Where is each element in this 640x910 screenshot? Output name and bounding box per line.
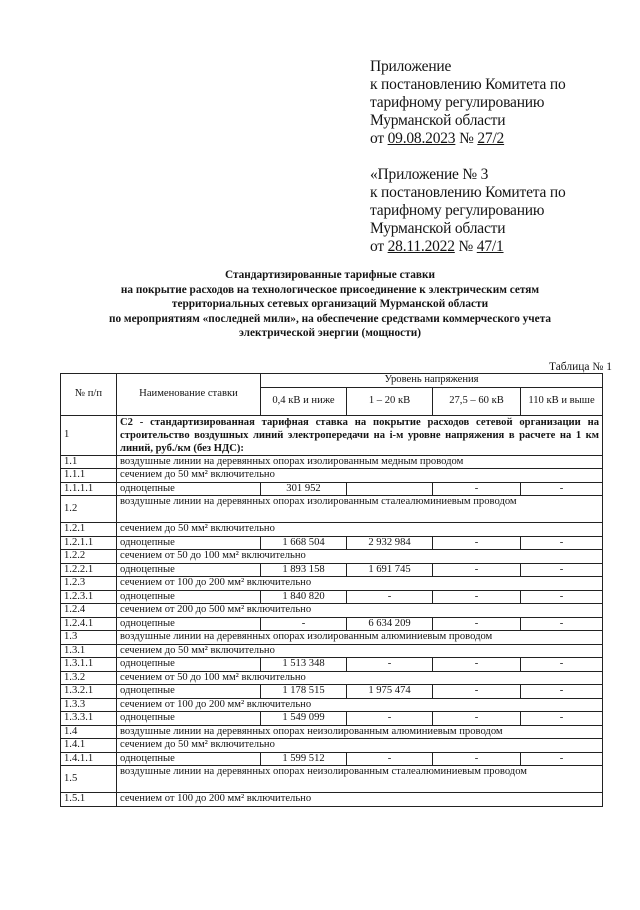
- row-text: воздушные линии на деревянных опорах изолированным медным проводом: [117, 455, 603, 469]
- appendix-line: к постановлению Комитета по: [370, 76, 566, 93]
- cell-v3: -: [433, 712, 521, 726]
- row-text: сечением от 100 до 200 мм² включительно: [117, 577, 603, 591]
- row-num: 1.4.1.1: [61, 752, 117, 766]
- cell-v1: 1 178 515: [261, 685, 347, 699]
- title-line: по мероприятиям «последней мили», на обеспечение средствами коммерческого учета: [108, 312, 552, 325]
- header-name: Наименование ставки: [117, 374, 261, 416]
- cell-v4: -: [521, 617, 603, 631]
- cell-v4: -: [521, 590, 603, 604]
- table-row: [61, 550, 603, 564]
- cell-v2: 6 634 209: [347, 617, 433, 631]
- cell-v1: -: [261, 617, 347, 631]
- cell-v1: 301 952: [261, 482, 347, 496]
- number-sign: №: [459, 130, 474, 147]
- table-row: [61, 523, 603, 537]
- table-row: [61, 644, 603, 658]
- header-v3: 27,5 – 60 кВ: [433, 387, 521, 415]
- cell-v1: 1 599 512: [261, 752, 347, 766]
- appendix-line: Приложение: [370, 58, 452, 75]
- cell-v4: -: [521, 658, 603, 672]
- table-row: [61, 455, 603, 469]
- table-row: [61, 617, 603, 631]
- title-line: территориальных сетевых организаций Мурманской области: [171, 298, 489, 310]
- cell-v2: -: [347, 658, 433, 672]
- cell-v4: -: [521, 712, 603, 726]
- table-row: [61, 685, 603, 699]
- row-text: сечением до 50 мм² включительно: [117, 469, 603, 483]
- cell-v4: -: [521, 536, 603, 550]
- row-num: 1: [61, 415, 117, 455]
- table-row: [61, 766, 603, 793]
- row-text: одноцепные: [117, 712, 261, 726]
- row-num: 1.5: [61, 766, 117, 793]
- table-row: [61, 577, 603, 591]
- row-text: сечением до 50 мм² включительно: [117, 739, 603, 753]
- row-num: 1.2.4.1: [61, 617, 117, 631]
- row-num: 1.3.2.1: [61, 685, 117, 699]
- cell-v4: -: [521, 563, 603, 577]
- row-num: 1.3.1: [61, 644, 117, 658]
- table-row: [61, 496, 603, 523]
- row-num: 1.2.3.1: [61, 590, 117, 604]
- appendix-number: 47/1: [476, 238, 504, 255]
- row-text: сечением до 50 мм² включительно: [117, 523, 603, 537]
- row-text: одноцепные: [117, 752, 261, 766]
- table-row: [61, 752, 603, 766]
- header-num: № п/п: [61, 374, 117, 416]
- table-row: [61, 536, 603, 550]
- table-row: [61, 698, 603, 712]
- table-row: [61, 469, 603, 483]
- cell-v4: -: [521, 752, 603, 766]
- cell-v2: 1 691 745: [347, 563, 433, 577]
- table-row: [61, 604, 603, 618]
- appendix-date: 09.08.2023: [387, 130, 456, 147]
- row-text: одноцепные: [117, 563, 261, 577]
- appendix-date: 28.11.2022: [387, 238, 455, 255]
- cell-v2: -: [347, 712, 433, 726]
- cell-v2: -: [347, 590, 433, 604]
- header-v1: 0,4 кВ и ниже: [261, 387, 347, 415]
- row-text: одноцепные: [117, 536, 261, 550]
- row-text: одноцепные: [117, 617, 261, 631]
- row-num: 1.4.1: [61, 739, 117, 753]
- row-num: 1.3.2: [61, 671, 117, 685]
- cell-v2: 1 975 474: [347, 685, 433, 699]
- row-num: 1.2.2: [61, 550, 117, 564]
- cell-v4: -: [521, 482, 603, 496]
- cell-v1: 1 513 348: [261, 658, 347, 672]
- cell-v3: -: [433, 482, 521, 496]
- row-text: сечением от 100 до 200 мм² включительно: [117, 698, 603, 712]
- row-text: С2 - стандартизированная тарифная ставка на покрытие расходов сетевой организации на строительство воздушных линий электропередачи на i-м уровне напряжения в расчете на 1 км линий, руб./км (без НДС):: [117, 415, 603, 455]
- row-num: 1.1: [61, 455, 117, 469]
- row-num: 1.3: [61, 631, 117, 645]
- row-num: 1.3.3: [61, 698, 117, 712]
- appendix-line: «Приложение № 3: [370, 166, 489, 183]
- title-line: Стандартизированные тарифные ставки: [224, 269, 436, 281]
- cell-v3: -: [433, 563, 521, 577]
- row-num: 1.2.4: [61, 604, 117, 618]
- table-row: [61, 631, 603, 645]
- appendix-line: Мурманской области: [370, 112, 506, 129]
- table-row: [61, 482, 603, 496]
- appendix-line: Мурманской области: [370, 220, 506, 237]
- cell-v3: -: [433, 536, 521, 550]
- row-text: сечением от 50 до 100 мм² включительно: [117, 550, 603, 564]
- row-num: 1.4: [61, 725, 117, 739]
- appendix-line: тарифному регулированию: [370, 94, 545, 111]
- table-row: [61, 739, 603, 753]
- table-row: [61, 712, 603, 726]
- date-prefix: от: [370, 130, 384, 147]
- row-text: одноцепные: [117, 482, 261, 496]
- cell-v3: -: [433, 685, 521, 699]
- row-text: сечением до 50 мм² включительно: [117, 644, 603, 658]
- cell-v1: 1 549 099: [261, 712, 347, 726]
- row-text: сечением от 200 до 500 мм² включительно: [117, 604, 603, 618]
- title-line: на покрытие расходов на технологическое присоединение к электрическим сетям: [120, 283, 540, 296]
- cell-v1: 1 893 158: [261, 563, 347, 577]
- cell-v3: -: [433, 752, 521, 766]
- appendix-date-line: [370, 130, 620, 148]
- table-row: [61, 563, 603, 577]
- cell-v2: -: [347, 752, 433, 766]
- cell-v1: 1 668 504: [261, 536, 347, 550]
- row-num: 1.3.3.1: [61, 712, 117, 726]
- cell-v2: [347, 482, 433, 496]
- cell-v1: 1 840 820: [261, 590, 347, 604]
- row-num: 1.2.2.1: [61, 563, 117, 577]
- number-sign: №: [458, 238, 474, 255]
- row-num: 1.3.1.1: [61, 658, 117, 672]
- row-num: 1.2.1.1: [61, 536, 117, 550]
- cell-v3: -: [433, 590, 521, 604]
- cell-v4: -: [521, 685, 603, 699]
- row-num: 1.2.1: [61, 523, 117, 537]
- table-row: [61, 415, 603, 455]
- row-text: воздушные линии на деревянных опорах неизолированным сталеалюминиевым проводом: [117, 766, 603, 793]
- table-row: [61, 590, 603, 604]
- title-line: электрической энергии (мощности): [238, 327, 422, 339]
- row-num: 1.1.1: [61, 469, 117, 483]
- table-row: [61, 671, 603, 685]
- appendix-date-line: [370, 238, 620, 256]
- table-row: [61, 793, 603, 807]
- header-v4: 110 кВ и выше: [521, 387, 603, 415]
- row-text: одноцепные: [117, 685, 261, 699]
- row-text: сечением от 100 до 200 мм² включительно: [117, 793, 603, 807]
- header-v2: 1 – 20 кВ: [347, 387, 433, 415]
- appendix-line: к постановлению Комитета по: [370, 184, 566, 201]
- row-num: 1.1.1.1: [61, 482, 117, 496]
- appendix-header: [370, 58, 620, 256]
- cell-v3: -: [433, 658, 521, 672]
- row-text: воздушные линии на деревянных опорах изолированным алюминиевым проводом: [117, 631, 603, 645]
- cell-v3: -: [433, 617, 521, 631]
- table-row: [61, 658, 603, 672]
- row-num: 1.2: [61, 496, 117, 523]
- row-text: сечением от 50 до 100 мм² включительно: [117, 671, 603, 685]
- row-num: 1.5.1: [61, 793, 117, 807]
- appendix-line: тарифному регулированию: [370, 202, 545, 219]
- table-label: Таблица № 1: [548, 361, 612, 373]
- table-row: [61, 725, 603, 739]
- row-num: 1.2.3: [61, 577, 117, 591]
- tariff-table: [60, 373, 603, 807]
- row-text: воздушные линии на деревянных опорах неизолированным алюминиевым проводом: [117, 725, 603, 739]
- date-prefix: от: [370, 238, 384, 255]
- cell-v2: 2 932 984: [347, 536, 433, 550]
- document-title: [60, 268, 600, 341]
- row-text: одноцепные: [117, 658, 261, 672]
- header-voltage: Уровень напряжения: [261, 374, 603, 388]
- appendix-number: 27/2: [477, 130, 505, 147]
- row-text: одноцепные: [117, 590, 261, 604]
- row-text: воздушные линии на деревянных опорах изолированным сталеалюминиевым проводом: [117, 496, 603, 523]
